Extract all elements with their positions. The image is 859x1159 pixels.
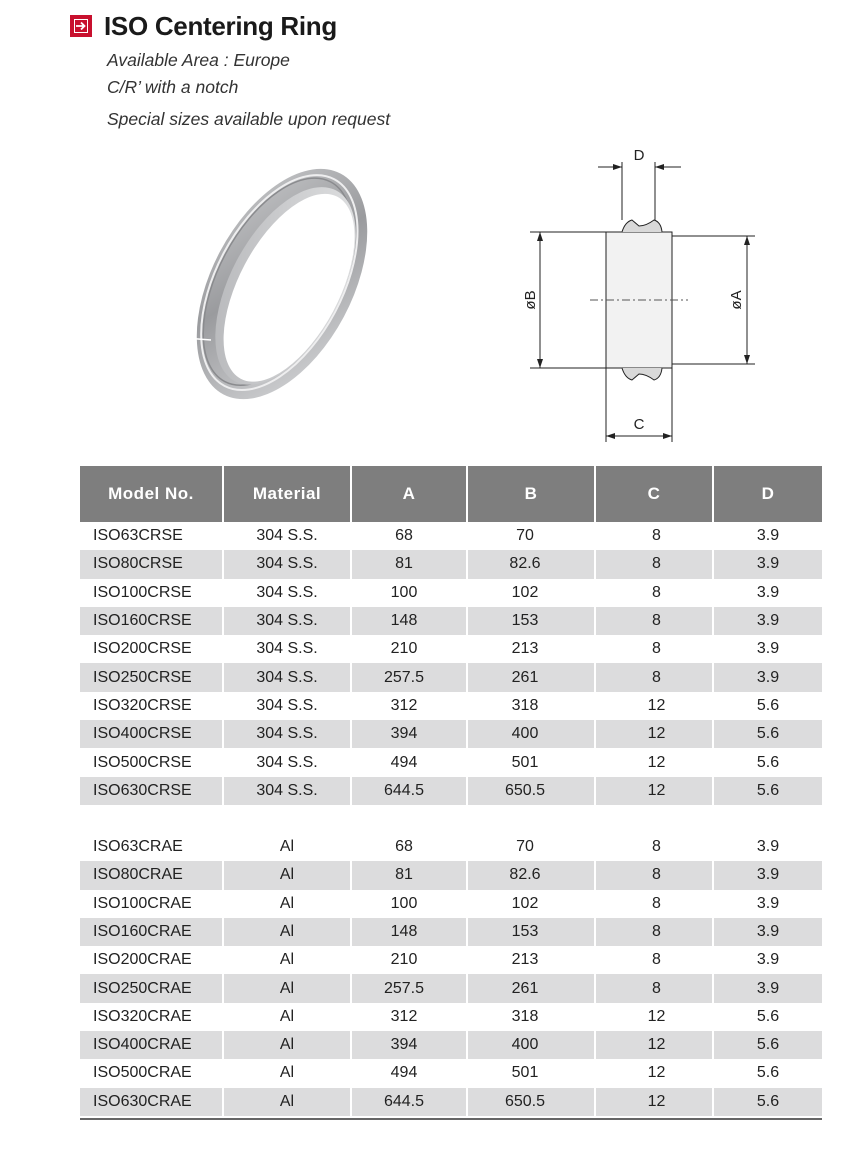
table-cell: 8	[595, 635, 713, 663]
spacer-cell	[80, 805, 822, 833]
page-title: ISO Centering Ring	[104, 10, 337, 41]
subtitle-notch: C/R’ with a notch	[107, 77, 239, 97]
table-cell: ISO400CRSE	[80, 720, 223, 748]
table-row	[80, 890, 822, 918]
table-cell: 394	[351, 720, 467, 748]
subtitle-area: Available Area : Europe	[107, 50, 290, 70]
table-row	[80, 579, 822, 607]
table-cell: 501	[467, 1059, 595, 1087]
table-cell: 8	[595, 607, 713, 635]
table-cell: 257.5	[351, 663, 467, 691]
table-cell: 3.9	[756, 951, 780, 969]
table-row	[80, 946, 822, 974]
subtitles	[107, 48, 390, 134]
table-cell: 12	[595, 692, 713, 720]
table-cell: 12	[595, 1003, 713, 1031]
table-row	[80, 1031, 822, 1059]
table-cell: ISO200CRAE	[80, 946, 223, 974]
table-cell: 304 S.S.	[223, 635, 351, 663]
table-cell: 8	[595, 918, 713, 946]
table-cell: 148	[351, 607, 467, 635]
table-cell: 100	[351, 579, 467, 607]
table-body	[80, 522, 822, 1116]
col-header-model: Model No.	[80, 466, 223, 522]
table-cell: 8	[595, 663, 713, 691]
col-header-a: A	[351, 466, 467, 522]
table-cell: Al	[223, 861, 351, 889]
table-cell: 304 S.S.	[223, 692, 351, 720]
table-cell: 400	[467, 720, 595, 748]
table-cell: 3.9	[713, 607, 822, 635]
table-cell: Al	[223, 890, 351, 918]
table-cell: 644.5	[351, 1088, 467, 1116]
table-cell: 304 S.S.	[223, 522, 351, 550]
table-cell: Al	[223, 1031, 351, 1059]
table-cell: 3.9	[713, 861, 822, 889]
table-cell: 261	[467, 974, 595, 1002]
table-row	[80, 777, 822, 805]
table-cell: ISO100CRSE	[80, 579, 223, 607]
table-cell: 8	[595, 861, 713, 889]
table-cell: 12	[595, 777, 713, 805]
table-row	[80, 550, 822, 578]
table-cell: 494	[351, 748, 467, 776]
table-cell: 318	[467, 692, 595, 720]
table-cell: 102	[467, 579, 595, 607]
table-row	[80, 918, 822, 946]
table-cell: 650.5	[467, 1088, 595, 1116]
table-cell: 12	[595, 1059, 713, 1087]
table-cell: 304 S.S.	[223, 663, 351, 691]
table-cell: 3.9	[756, 640, 780, 658]
col-header-c: C	[595, 466, 713, 522]
dimension-diagram	[505, 140, 765, 450]
table-cell: ISO160CRSE	[80, 607, 223, 635]
table-cell: 3.9	[756, 527, 780, 545]
col-header-material: Material	[223, 466, 351, 522]
arrow-box-icon	[70, 15, 92, 37]
table-cell: 68	[351, 522, 467, 550]
table-cell: 5.6	[756, 696, 780, 714]
table-cell: 8	[595, 890, 713, 918]
table-cell: ISO63CRSE	[80, 522, 223, 550]
table-cell: 3.9	[756, 583, 780, 601]
table-cell: 304 S.S.	[223, 607, 351, 635]
table-cell: ISO63CRAE	[80, 833, 223, 861]
table-cell: Al	[223, 1059, 351, 1087]
dim-label-c: C	[633, 416, 645, 433]
centering-ring-image	[175, 152, 390, 417]
table-cell: 153	[467, 918, 595, 946]
table-cell: ISO630CRAE	[80, 1088, 223, 1116]
table-cell: 12	[595, 1088, 713, 1116]
table-cell: 318	[467, 1003, 595, 1031]
subtitle-special: Special sizes available upon request	[107, 109, 391, 129]
table-cell: 8	[595, 833, 713, 861]
table-cell: 5.6	[756, 753, 780, 771]
table-cell: ISO500CRAE	[80, 1059, 223, 1087]
table-row	[80, 1003, 822, 1031]
table-cell: 261	[467, 663, 595, 691]
dim-label-d: D	[633, 147, 645, 164]
table-cell: 8	[595, 974, 713, 1002]
table-cell: ISO320CRSE	[80, 692, 223, 720]
table-row	[80, 522, 822, 550]
table-cell: 3.9	[756, 838, 780, 856]
spec-table	[80, 466, 822, 1116]
table-cell: 3.9	[756, 894, 780, 912]
table-row	[80, 974, 822, 1002]
table-cell: 400	[467, 1031, 595, 1059]
table-cell: Al	[223, 946, 351, 974]
table-cell: 81	[351, 550, 467, 578]
table-cell: 5.6	[756, 1064, 780, 1082]
table-cell: 5.6	[713, 1088, 822, 1116]
table-cell: 12	[595, 1031, 713, 1059]
table-cell: 81	[351, 861, 467, 889]
table-cell: 312	[351, 692, 467, 720]
table-cell: 82.6	[467, 550, 595, 578]
table-cell: 148	[351, 918, 467, 946]
table-cell: 304 S.S.	[223, 748, 351, 776]
table-row	[80, 1088, 822, 1116]
title-row	[70, 10, 337, 42]
table-cell: 210	[351, 946, 467, 974]
table-cell: 304 S.S.	[223, 777, 351, 805]
table-cell: Al	[223, 918, 351, 946]
table-header-row	[80, 466, 822, 522]
table-cell: 650.5	[467, 777, 595, 805]
table-row	[80, 1059, 822, 1087]
col-header-b: B	[467, 466, 595, 522]
table-cell: ISO500CRSE	[80, 748, 223, 776]
table-cell: 153	[467, 607, 595, 635]
table-cell: 210	[351, 635, 467, 663]
table-cell: ISO160CRAE	[80, 918, 223, 946]
table-cell: 68	[351, 833, 467, 861]
table-cell: 213	[467, 635, 595, 663]
table-cell: 8	[595, 579, 713, 607]
table-row	[80, 748, 822, 776]
table-cell: 102	[467, 890, 595, 918]
table-cell: ISO250CRSE	[80, 663, 223, 691]
table-cell: 12	[595, 720, 713, 748]
table-cell: 644.5	[351, 777, 467, 805]
table-cell: 3.9	[713, 918, 822, 946]
table-cell: 8	[595, 550, 713, 578]
table-cell: Al	[223, 833, 351, 861]
table-cell: ISO200CRSE	[80, 635, 223, 663]
table-cell: 82.6	[467, 861, 595, 889]
table-cell: 5.6	[713, 720, 822, 748]
table-cell: ISO100CRAE	[80, 890, 223, 918]
table-row	[80, 720, 822, 748]
table-cell: Al	[223, 974, 351, 1002]
table-cell: 5.6	[756, 1007, 780, 1025]
table-cell: ISO400CRAE	[80, 1031, 223, 1059]
dim-label-a: øA	[728, 290, 745, 310]
table-cell: 100	[351, 890, 467, 918]
table-cell: 304 S.S.	[223, 579, 351, 607]
table-cell: 70	[467, 522, 595, 550]
table-row	[80, 663, 822, 691]
table-row	[80, 607, 822, 635]
table-cell: 3.9	[713, 550, 822, 578]
table-cell: 5.6	[713, 777, 822, 805]
table-row	[80, 861, 822, 889]
table-cell: ISO320CRAE	[80, 1003, 223, 1031]
table-cell: ISO80CRSE	[80, 550, 223, 578]
table-cell: ISO80CRAE	[80, 861, 223, 889]
table-cell: 12	[595, 748, 713, 776]
table-cell: 257.5	[351, 974, 467, 1002]
bottom-rule	[80, 1118, 822, 1120]
table-cell: 3.9	[713, 974, 822, 1002]
table-cell: 5.6	[713, 1031, 822, 1059]
table-cell: ISO250CRAE	[80, 974, 223, 1002]
table-cell: ISO630CRSE	[80, 777, 223, 805]
table-cell: 494	[351, 1059, 467, 1087]
table-cell: Al	[223, 1003, 351, 1031]
table-cell: 394	[351, 1031, 467, 1059]
table-cell: Al	[223, 1088, 351, 1116]
group-spacer	[80, 805, 822, 833]
table-row	[80, 833, 822, 861]
col-header-d: D	[713, 466, 822, 522]
table-row	[80, 635, 822, 663]
table-cell: 8	[595, 946, 713, 974]
table-cell: 8	[595, 522, 713, 550]
table-cell: 312	[351, 1003, 467, 1031]
table-cell: 501	[467, 748, 595, 776]
table-cell: 70	[467, 833, 595, 861]
table-cell: 3.9	[713, 663, 822, 691]
table-row	[80, 692, 822, 720]
table-cell: 304 S.S.	[223, 720, 351, 748]
table-cell: 213	[467, 946, 595, 974]
table-cell: 304 S.S.	[223, 550, 351, 578]
dim-label-b: øB	[522, 290, 539, 310]
